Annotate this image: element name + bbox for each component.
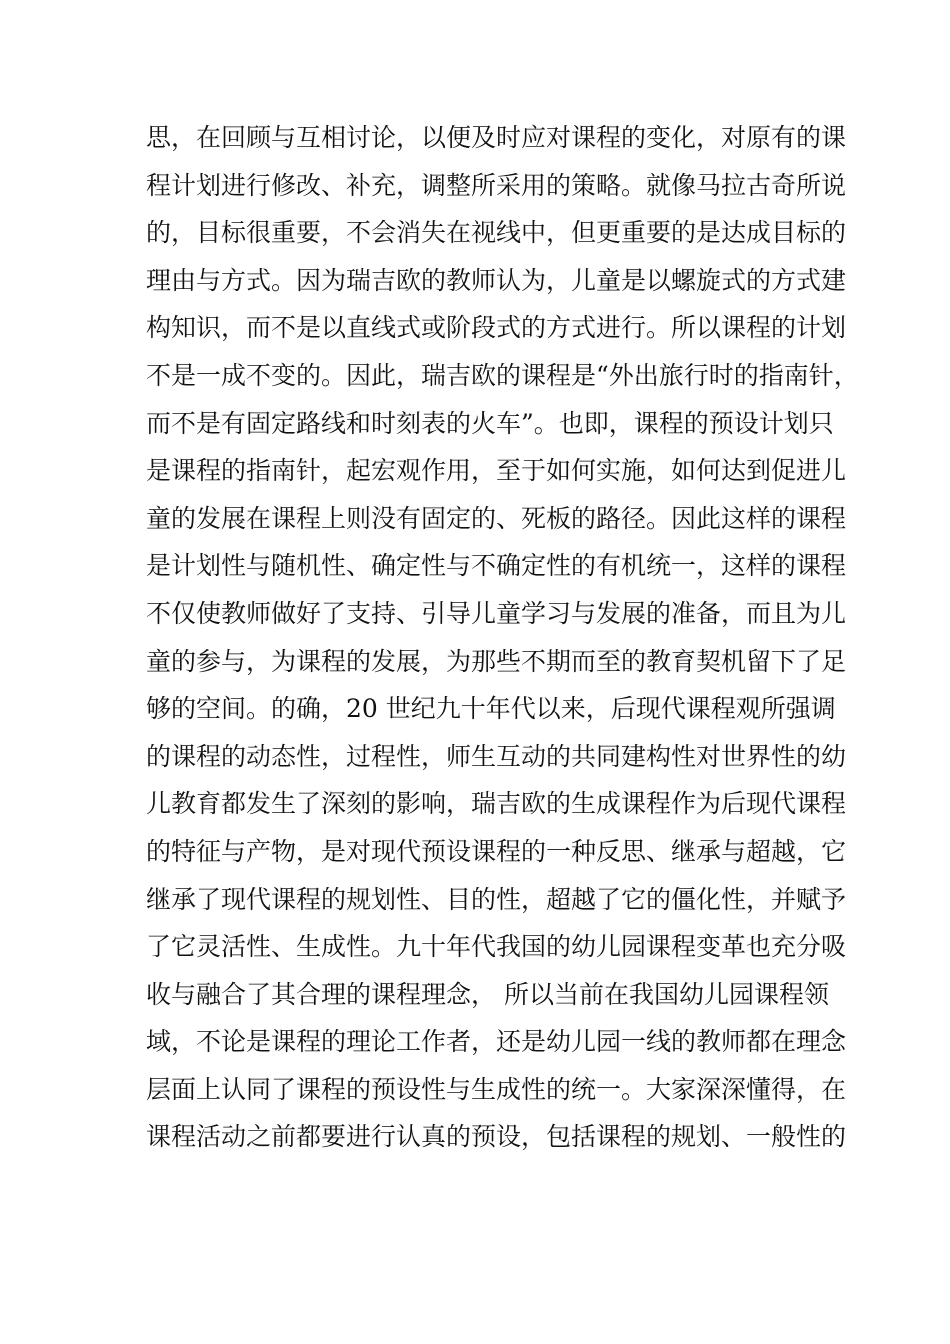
text-line: 收与融合了其合理的课程理念， 所以当前在我国幼儿园课程领 [146,979,829,1009]
text-line: 域，不论是课程的理论工作者，还是幼儿园一线的教师都在理念 [146,1027,847,1057]
text-line: 的课程的动态性，过程性，师生互动的共同建构性对世界性的幼 [146,741,847,771]
text-line: 的，目标很重要，不会消失在视线中，但更重要的是达成目标的 [146,218,847,248]
text-line: 是课程的指南针，起宏观作用，至于如何实施，如何达到促进儿 [146,456,847,486]
text-line: 了它灵活性、生成性。九十年代我国的幼儿园课程变革也充分吸 [146,932,847,962]
text-line: 不是一成不变的。因此，瑞吉欧的课程是“外出旅行时的指南针， [146,360,859,390]
text-line: 继承了现代课程的规划性、目的性，超越了它的僵化性，并赋予 [146,884,847,914]
text-line: 儿教育都发生了深刻的影响，瑞吉欧的生成课程作为后现代课程 [146,789,847,819]
text-line: 思，在回顾与互相讨论，以便及时应对课程的变化，对原有的课 [146,123,847,152]
text-line: 的特征与产物，是对现代预设课程的一种反思、继承与超越，它 [146,836,847,866]
text-line: 够的空间。的确，20 世纪九十年代以来，后现代课程观所强调 [146,694,836,724]
text-line: 构知识，而不是以直线式或阶段式的方式进行。所以课程的计划 [146,313,847,343]
text-line: 层面上认同了课程的预设性与生成性的统一。大家深深懂得，在 [146,1074,847,1104]
text-line: 课程活动之前都要进行认真的预设，包括课程的规划、一般性的 [146,1122,847,1152]
text-line: 不仅使教师做好了支持、引导儿童学习与发展的准备，而且为儿 [146,598,847,628]
text-line: 童的发展在课程上则没有固定的、死板的路径。因此这样的课程 [146,503,847,533]
text-line: 是计划性与随机性、确定性与不确定性的有机统一，这样的课程 [146,551,847,581]
body-text [146,114,859,1161]
text-line: 理由与方式。因为瑞吉欧的教师认为，儿童是以螺旋式的方式建 [146,265,847,295]
text-line: 童的参与，为课程的发展，为那些不期而至的教育契机留下了足 [146,646,847,676]
text-line: 而不是有固定路线和时刻表的火车”。也即，课程的预设计划只 [146,408,834,438]
text-line: 程计划进行修改、补充，调整所采用的策略。就像马拉古奇所说 [146,170,847,200]
